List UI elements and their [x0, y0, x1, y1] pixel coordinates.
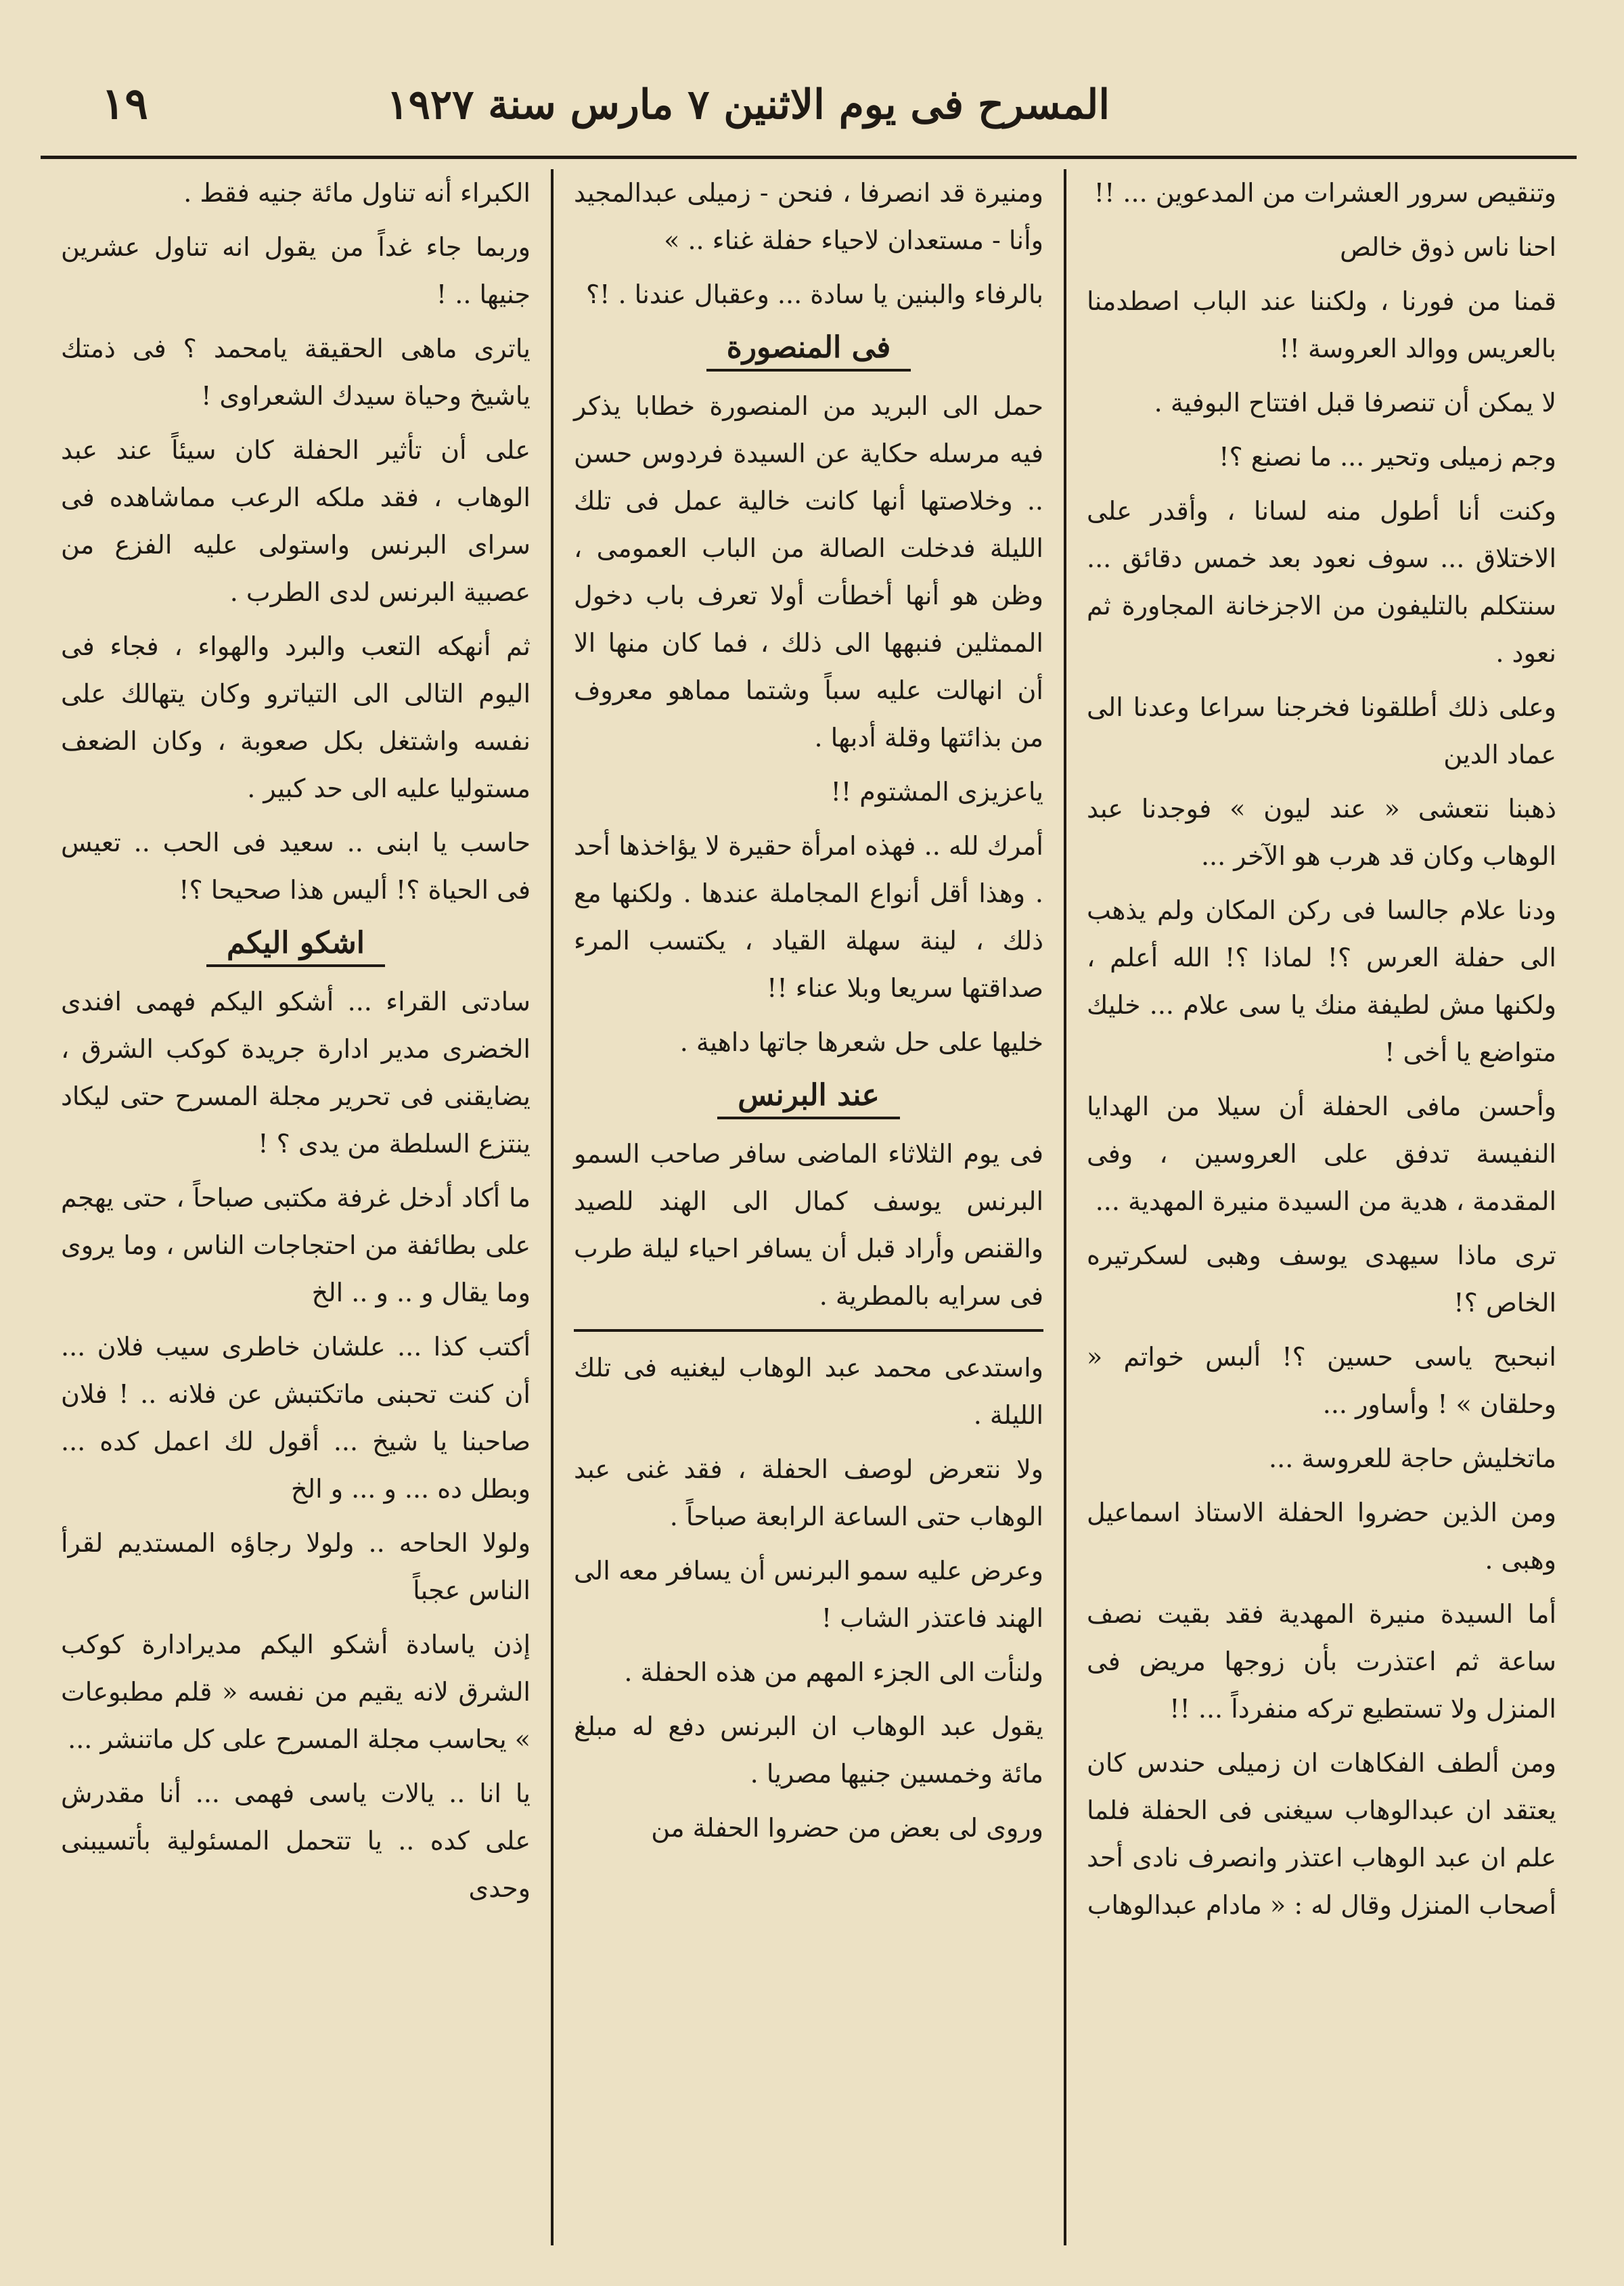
section-heading-complaint: [61, 926, 531, 967]
section-heading-complaint-text: اشكو اليكم: [206, 926, 385, 967]
paragraph: الكبراء أنه تناول مائة جنيه فقط .: [183, 178, 531, 208]
paragraph: ومن الذين حضروا الحفلة الاستاذ اسماعيل وهبى .: [1087, 1498, 1556, 1575]
paragraph: واستدعى محمد عبد الوهاب ليغنيه فى تلك الليلة .: [574, 1353, 1043, 1430]
paragraph: وأحسن مافى الحفلة أن سيلا من الهدايا النفيسة تدفق على العروسين ، وفى المقدمة ، هدية من السيدة منيرة المهدية ...: [1087, 1092, 1556, 1216]
paragraph: خليها على حل شعرها جاتها داهية .: [679, 1027, 1043, 1057]
paragraph: ترى ماذا سيهدى يوسف وهبى لسكرتيره الخاص ؟!: [1087, 1240, 1556, 1318]
column-middle-mansoura-body: [574, 382, 1043, 1066]
paragraph: وعلى ذلك أطلقونا فخرجنا سراعا وعدنا الى عماد الدين: [1087, 692, 1556, 769]
paragraph: وربما جاء غداً من يقول انه تناول عشرين جنيها .. !: [61, 232, 531, 309]
paragraph: يقول عبد الوهاب ان البرنس دفع له مبلغ مائة وخمسين جنيها مصريا .: [574, 1711, 1043, 1789]
column-left-top: [61, 169, 531, 914]
paragraph: وروى لى بعض من حضروا الحفلة من: [651, 1813, 1043, 1843]
paragraph: ولا نتعرض لوصف الحفلة ، فقد غنى عبد الوهاب حتى الساعة الرابعة صباحاً .: [574, 1454, 1043, 1531]
paragraph: ولولا الحاحه .. ولولا رجاؤه المستديم لقرأ الناس عجباً: [61, 1528, 531, 1605]
column-divider-rule: [574, 1329, 1043, 1332]
column-right: [1066, 169, 1577, 2245]
paragraph: على أن تأثير الحفلة كان سيئاً عند عبد الوهاب ، فقد ملكه الرعب مماشاهده فى سراى البرنس واستولى عليه الفزع من عصبية البرنس لدى الطرب .: [61, 435, 531, 607]
column-middle-prince-body-1: [574, 1130, 1043, 1320]
column-left-complaint-body: [61, 978, 531, 1912]
column-left: [41, 169, 554, 2245]
section-heading-mansoura: [574, 330, 1043, 372]
header-rule-left: [41, 156, 467, 159]
paragraph: إذن ياسادة أشكو اليكم مديرادارة كوكب الشرق لانه يقيم من نفسه « قلم مطبوعات » يحاسب مجلة المسرح على كل ماتنشر ...: [61, 1630, 531, 1754]
paragraph: أمرك لله .. فهذه امرأة حقيرة لا يؤاخذها أحد . وهذا أقل أنواع المجاملة عندها . ولكنها مع ذلك ، لينة سهلة القياد ، يكتسب المرء صداقتها سريعا وبلا عناء !!: [574, 831, 1043, 1003]
article-columns: [41, 169, 1577, 2245]
paragraph: ودنا علام جالسا فى ركن المكان ولم يذهب الى حفلة العرس ؟! لماذا ؟! الله أعلم ، ولكنها مش لطيفة منك يا سى علام ... خليك متواضع يا أخى !: [1087, 895, 1556, 1067]
paragraph: ثم أنهكه التعب والبرد والهواء ، فجاء فى اليوم التالى الى التياترو وكان يتهالك على نفسه واشتغل بكل صعوبة ، وكان الضعف مستوليا عليه الى حد كبير .: [61, 631, 531, 803]
paragraph: ياعزيزى المشتوم !!: [830, 777, 1043, 807]
column-middle: [554, 169, 1066, 2245]
column-right-body: [1087, 169, 1556, 1929]
paragraph: ذهبنا نتعشى « عند ليون » فوجدنا عبد الوهاب وكان قد هرب هو الآخر ...: [1087, 794, 1556, 871]
paragraph: ما أكاد أدخل غرفة مكتبى صباحاً ، حتى يهجم على بطائفة من احتجاجات الناس ، وما يروى وما يقال و .. و .. الخ: [61, 1183, 531, 1307]
paragraph: وكنت أنا أطول منه لسانا ، وأقدر على الاختلاق ... سوف نعود بعد خمس دقائق ... سنتكلم بالتليفون من الاجزخانة المجاورة ثم نعود .: [1087, 496, 1556, 668]
page-number: ١٩: [102, 79, 148, 129]
paragraph: ومنيرة قد انصرفا ، فنحن - زميلى عبدالمجيد وأنا - مستعدان لاحياء حفلة غناء .. »: [574, 178, 1043, 255]
paragraph: حاسب يا ابنى .. سعيد فى الحب .. تعيس فى الحياة ؟! أليس هذا صحيحا ؟!: [61, 828, 531, 905]
paragraph: احنا ناس ذوق خالص: [1340, 232, 1556, 262]
paragraph: وعرض عليه سمو البرنس أن يسافر معه الى الهند فاعتذر الشاب !: [574, 1556, 1043, 1633]
paragraph: يا انا .. يالات ياسى فهمى ... أنا مقدرش على كده .. يا تتحمل المسئولية بأتسيبنى وحدى: [61, 1778, 531, 1903]
column-middle-prince-body-2: [574, 1344, 1043, 1852]
paragraph: ماتخليش حاجة للعروسة ...: [1269, 1443, 1556, 1473]
paragraph: انبحبح ياسى حسين ؟! ألبس خواتم « وحلقان » ! وأساور ...: [1087, 1342, 1556, 1419]
page-header: [41, 74, 1577, 149]
paragraph: أكتب كذا ... علشان خاطرى سيب فلان ... أن كنت تحبنى ماتكتبش عن فلانه .. ! فلان صاحبنا يا شيخ ... أقول لك اعمل كده ... وبطل ده ... و ... و الخ: [61, 1332, 531, 1504]
section-heading-prince: [574, 1078, 1043, 1119]
paragraph: بالرفاء والبنين يا سادة ... وعقبال عندنا . !؟: [585, 279, 1043, 309]
paragraph: وجم زميلى وتحير ... ما نصنع ؟!: [1219, 442, 1556, 472]
header-rule-right: [433, 156, 1577, 159]
paragraph: أما السيدة منيرة المهدية فقد بقيت نصف ساعة ثم اعتذرت بأن زوجها مريض فى المنزل ولا تستطيع تركه منفرداً ... !!: [1087, 1599, 1556, 1724]
paragraph: حمل الى البريد من المنصورة خطابا يذكر فيه مرسله حكاية عن السيدة فردوس حسن .. وخلاصتها أنها كانت خالية عمل فى تلك الليلة فدخلت الصالة من الباب العمومى ، وظن هو أنها أخطأت أولا تعرف باب دخول الممثلين فنبهها الى ذلك ، فما كان منها الا أن انهالت عليه سباً وشتما مماهو معروف من بذائتها وقلة أدبها .: [574, 391, 1043, 753]
paragraph: قمنا من فورنا ، ولكننا عند الباب اصطدمنا بالعريس ووالد العروسة !!: [1087, 286, 1556, 363]
paragraph: ومن ألطف الفكاهات ان زميلى حندس كان يعتقد ان عبدالوهاب سيغنى فى الحفلة فلما علم ان عبد الوهاب اعتذر وانصرف نادى أحد أصحاب المنزل وقال له : « مادام عبدالوهاب: [1087, 1748, 1556, 1920]
paragraph: ولنأت الى الجزء المهم من هذه الحفلة .: [624, 1657, 1043, 1687]
paragraph: فى يوم الثلاثاء الماضى سافر صاحب السمو البرنس يوسف كمال الى الهند للصيد والقنص وأراد قبل أن يسافر احياء ليلة طرب فى سرايه بالمطرية .: [574, 1139, 1043, 1311]
section-heading-mansoura-text: فى المنصورة: [706, 330, 911, 372]
section-heading-prince-text: عند البرنس: [717, 1078, 899, 1119]
paragraph: وتنقيص سرور العشرات من المدعوين ... !!: [1093, 178, 1556, 208]
column-middle-top: [574, 169, 1043, 318]
paragraph: لا يمكن أن تنصرفا قبل افتتاح البوفية .: [1154, 388, 1556, 418]
page-title: المسرح فى يوم الاثنين ٧ مارس سنة ١٩٢٧: [386, 81, 1110, 129]
paragraph: سادتى القراء ... أشكو اليكم فهمى افندى الخضرى مدير ادارة جريدة كوكب الشرق ، يضايقنى فى تحرير مجلة المسرح حتى ليكاد ينتزع السلطة من يدى ؟ !: [61, 987, 531, 1159]
paragraph: ياترى ماهى الحقيقة يامحمد ؟ فى ذمتك ياشيخ وحياة سيدك الشعراوى !: [61, 334, 531, 411]
